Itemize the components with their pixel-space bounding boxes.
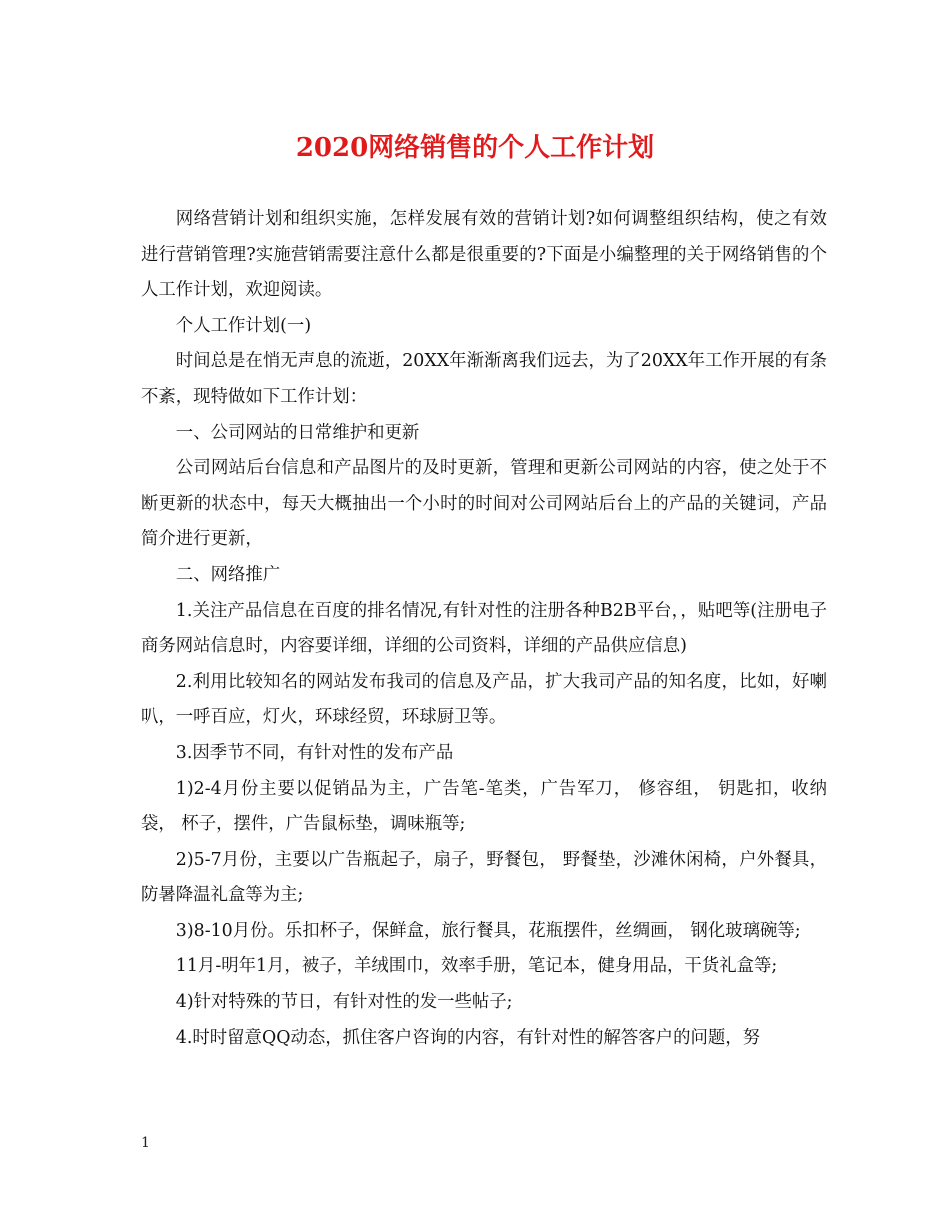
paragraph: 4.时时留意QQ动态，抓住客户咨询的内容，有针对性的解答客户的问题，努: [175, 1027, 761, 1048]
paragraph: 时间总是在悄无声息的流逝，20XX年渐渐离我们远去，为了20XX年工作开展的有条不紊，现特做如下工作计划：: [141, 351, 827, 407]
paragraph: 一、公司网站的日常维护和更新: [175, 422, 420, 443]
paragraph: 公司网站后台信息和产品图片的及时更新，管理和更新公司网站的内容，使之处于不断更新的状态中，每天大概抽出一个小时的时间对公司网站后台上的产品的关键词，产品简介进行更新，: [141, 458, 827, 550]
paragraph: 网络营销计划和组织实施，怎样发展有效的营销计划?如何调整组织结构，使之有效进行营销管理?实施营销需要注意什么都是很重要的?下面是小编整理的关于网络销售的个人工作计划，欢迎阅读。: [141, 209, 827, 301]
document-title: 2020网络销售的个人工作计划: [295, 133, 655, 163]
paragraph: 2)5-7月份，主要以广告瓶起子，扇子，野餐包， 野餐垫，沙滩休闲椅，户外餐具，防暑降温礼盒等为主;: [141, 849, 827, 906]
paragraph: 1)2-4月份主要以促销品为主，广告笔-笔类，广告军刀， 修容组， 钥匙扣，收纳袋， 杯子，摆件，广告鼠标垫，调味瓶等;: [141, 778, 827, 835]
paragraph: 2.利用比较知名的网站发布我司的信息及产品，扩大我司产品的知名度，比如，好喇叭，一呼百应，灯火，环球经贸，环球厨卫等。: [141, 671, 827, 728]
document-body: [141, 202, 827, 1056]
paragraph: 3.因季节不同，有针对性的发布产品: [175, 742, 454, 763]
paragraph: 二、网络推广: [175, 564, 281, 585]
paragraph: 11月-明年1月，被子，羊绒围巾，效率手册，笔记本，健身用品，干货礼盒等;: [175, 956, 778, 977]
paragraph: 1.关注产品信息在百度的排名情况,有针对性的注册各种B2B平台，，贴吧等(注册电子商务网站信息时，内容要详细，详细的公司资料，详细的产品供应信息): [141, 600, 827, 657]
paragraph: 个人工作计划(一): [175, 315, 312, 336]
paragraph: 4)针对特殊的节日，有针对性的发一些帖子;: [175, 992, 513, 1013]
paragraph: 3)8-10月份。乐扣杯子，保鲜盒，旅行餐具，花瓶摆件，丝绸画， 钢化玻璃碗等;: [175, 920, 801, 941]
page-number: 1: [141, 1135, 150, 1151]
